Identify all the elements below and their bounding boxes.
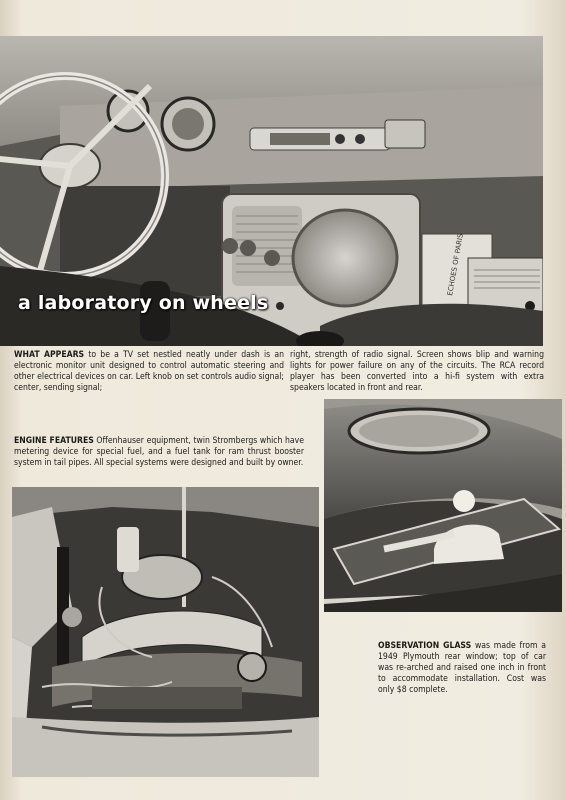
tv-caption-lead: WHAT APPEARS — [14, 350, 85, 360]
glass-caption — [378, 641, 546, 696]
tv-caption-right: right, strength of radio signal. Screen shows blip and warning lights for power failure on any of the circuits. The RCA record player has been converted into a hi-fi system with extra speakers located in front and rear. — [290, 350, 544, 393]
glass-caption-text: was made from a 1949 Plymouth rear window; top of car was re-arched and raised one inch in front to accommodate installation. Cost was only $8 complete. — [378, 641, 546, 695]
engine-caption-lead: ENGINE FEATURES — [14, 436, 94, 446]
tv-caption-text: to be a TV set nestled neatly under dash is an electronic monitor unit designed to control automatic steering and other electrical devices on car. Left knob on set controls audio signal; center, sending signal; — [14, 350, 285, 393]
record-box-label: ECHOES OF PARIS — [446, 233, 465, 297]
article-headline: a laboratory on wheels — [18, 292, 269, 314]
glass-caption-lead: OBSERVATION GLASS — [378, 641, 472, 651]
engine-caption — [14, 436, 304, 469]
engine-caption-text: Offenhauser equipment, twin Strombergs which have metering device for special fuel, and a fuel tank for ram thrust booster system in tail pipes. All special systems were designed and built by owner. — [14, 436, 305, 468]
tv-caption-left — [14, 350, 284, 394]
car-observation-glass-photo — [324, 399, 562, 612]
engine-photo — [12, 487, 319, 777]
